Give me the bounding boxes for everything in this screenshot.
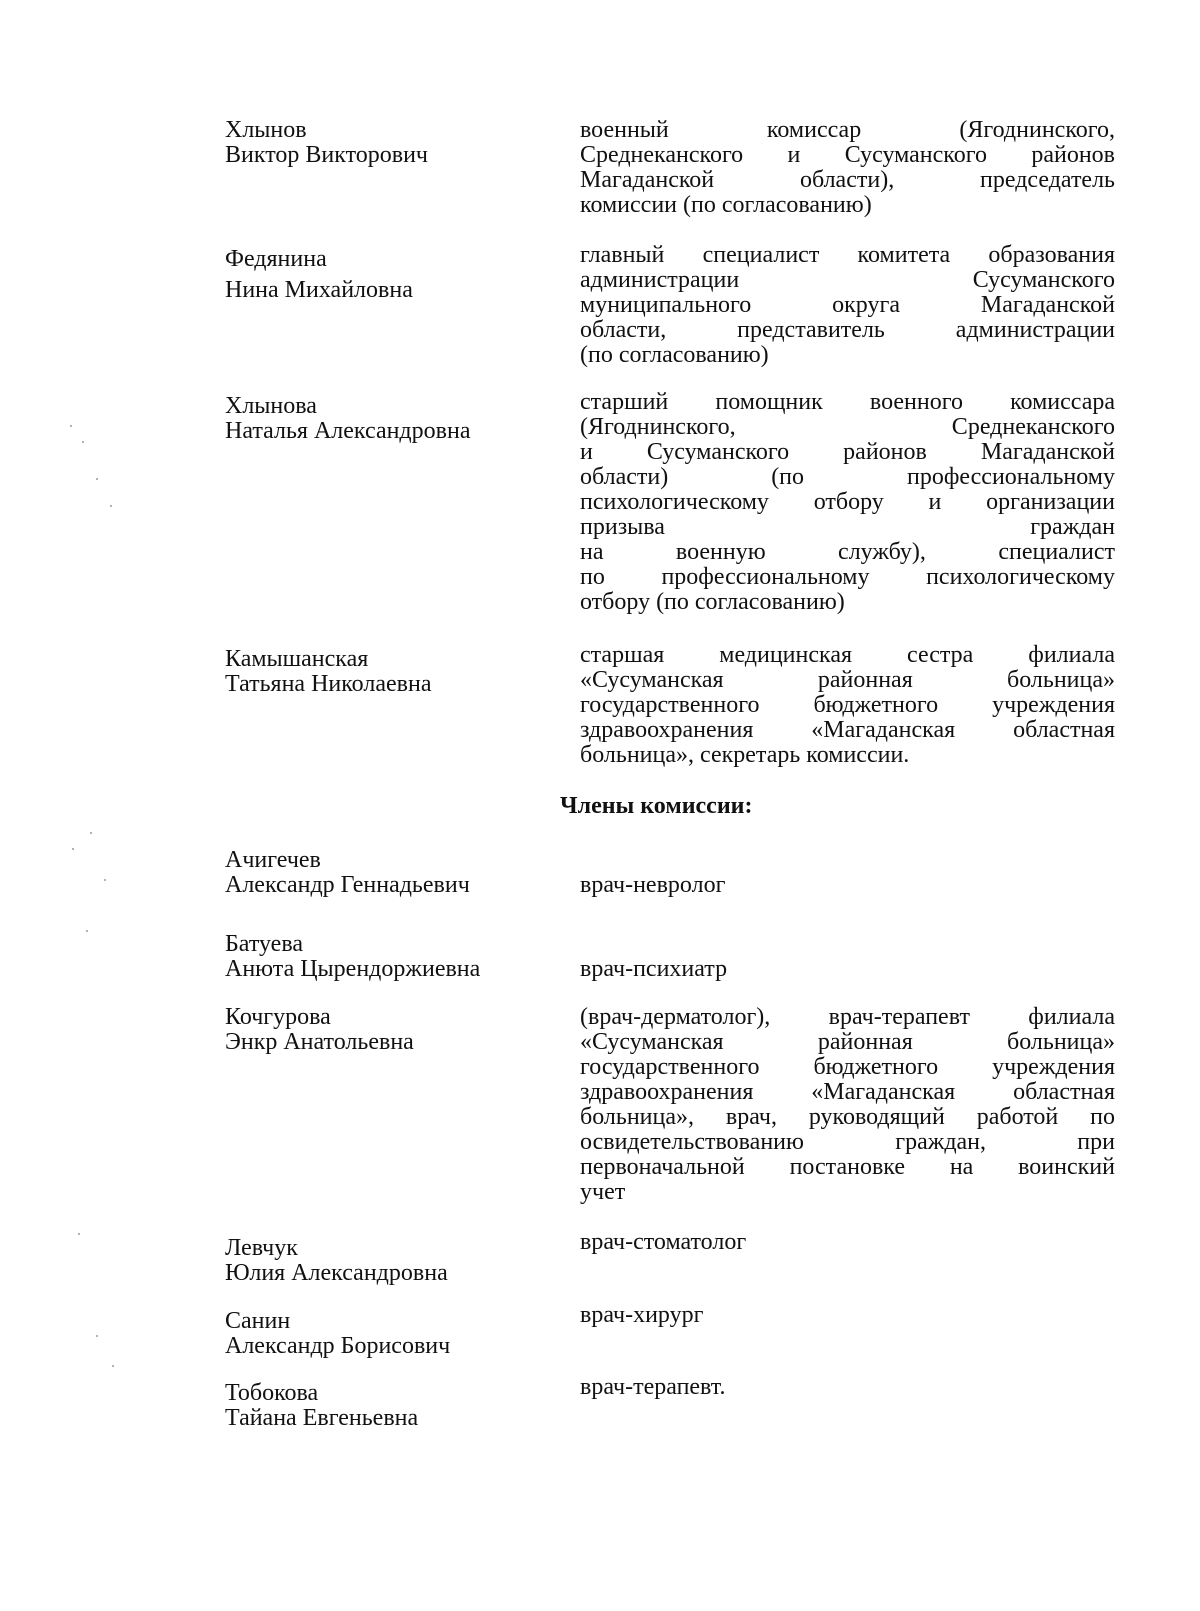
scan-speck (110, 505, 112, 507)
role-line: области, представитель администрации (580, 318, 1115, 343)
scan-speck (96, 1335, 98, 1337)
given-names: Александр Борисович (225, 1333, 451, 1359)
scan-speck (112, 1365, 114, 1367)
person-role (580, 1303, 1115, 1328)
person-name (225, 247, 545, 303)
scan-speck (78, 1233, 80, 1235)
given-names: Александр Геннадьевич (225, 872, 470, 898)
surname: Батуева (225, 931, 303, 957)
person-name (225, 118, 545, 168)
role-line: государственного бюджетного учреждения (580, 693, 1115, 718)
role-line: врач-невролог (580, 873, 726, 898)
surname: Санин (225, 1308, 291, 1334)
role-line: (Ягоднинского, Среднеканского (580, 415, 1115, 440)
role-line: «Сусуманская районная больница» (580, 1030, 1115, 1055)
role-line: главный специалист комитета образования (580, 243, 1115, 268)
role-line: старшая медицинская сестра филиала (580, 643, 1115, 668)
role-line: (по согласованию) (580, 343, 769, 368)
role-line: старший помощник военного комиссара (580, 390, 1115, 415)
scan-speck (104, 879, 106, 881)
role-line: призыва граждан (580, 515, 1115, 540)
role-line: военный комиссар (Ягоднинского, (580, 118, 1115, 143)
role-line: (врач-дерматолог), врач-терапевт филиала (580, 1005, 1115, 1030)
person-role (580, 957, 1115, 982)
given-names: Татьяна Николаевна (225, 671, 432, 697)
role-line: освидетельствованию граждан, при (580, 1130, 1115, 1155)
surname: Федянина (225, 246, 327, 272)
role-line: комиссии (по согласованию) (580, 193, 872, 218)
scan-speck (82, 441, 84, 443)
person-name (225, 647, 545, 697)
members-heading: Члены комиссии: (560, 793, 753, 819)
person-role (580, 243, 1115, 368)
person-name (225, 1236, 545, 1286)
person-name (225, 1005, 545, 1055)
scan-speck (72, 848, 74, 850)
scan-speck (70, 425, 72, 427)
role-line: «Сусуманская районная больница» (580, 668, 1115, 693)
role-line: Магаданской области), председатель (580, 168, 1115, 193)
surname: Камышанская (225, 646, 369, 672)
role-line: больница», врач, руководящий работой по (580, 1105, 1115, 1130)
person-name (225, 848, 545, 898)
role-line: муниципального округа Магаданской (580, 293, 1115, 318)
person-name (225, 1309, 545, 1359)
role-line: врач-терапевт. (580, 1375, 726, 1400)
role-line: врач-хирург (580, 1303, 704, 1328)
given-names: Тайана Евгеньевна (225, 1405, 419, 1431)
person-role (580, 1005, 1115, 1205)
scan-speck (86, 930, 88, 932)
role-line: на военную службу), специалист (580, 540, 1115, 565)
role-line: Среднеканского и Сусуманского районов (580, 143, 1115, 168)
given-names: Виктор Викторович (225, 142, 428, 168)
given-names: Наталья Александровна (225, 418, 471, 444)
role-line: по профессиональному психологическому (580, 565, 1115, 590)
person-role (580, 1230, 1115, 1255)
role-line: администрации Сусуманского (580, 268, 1115, 293)
surname: Левчук (225, 1235, 298, 1261)
role-line: первоначальной постановке на воинский (580, 1155, 1115, 1180)
person-name (225, 932, 545, 982)
role-line: отбору (по согласованию) (580, 590, 845, 615)
role-line: здравоохранения «Магаданская областная (580, 718, 1115, 743)
role-line: врач-психиатр (580, 957, 728, 982)
role-line: учет (580, 1180, 626, 1205)
surname: Ачигечев (225, 847, 321, 873)
surname: Хлынов (225, 117, 307, 143)
person-name (225, 394, 545, 444)
role-line: здравоохранения «Магаданская областная (580, 1080, 1115, 1105)
scan-speck (90, 832, 92, 834)
person-name (225, 1381, 545, 1431)
given-names: Анюта Цырендоржиевна (225, 956, 481, 982)
role-line: государственного бюджетного учреждения (580, 1055, 1115, 1080)
person-role (580, 873, 1115, 898)
person-role (580, 118, 1115, 218)
person-role (580, 390, 1115, 615)
role-line: и Сусуманского районов Магаданской (580, 440, 1115, 465)
role-line: психологическому отбору и организации (580, 490, 1115, 515)
given-names: Энкр Анатольевна (225, 1029, 414, 1055)
role-line: врач-стоматолог (580, 1230, 747, 1255)
person-role (580, 1375, 1115, 1400)
surname: Хлынова (225, 393, 317, 419)
role-line: больница», секретарь комиссии. (580, 743, 910, 768)
surname: Тобокова (225, 1380, 319, 1406)
role-line: области) (по профессиональному (580, 465, 1115, 490)
surname: Кочгурова (225, 1004, 331, 1030)
person-role (580, 643, 1115, 768)
scan-speck (96, 478, 98, 480)
given-names: Нина Михайловна (225, 277, 413, 303)
given-names: Юлия Александровна (225, 1260, 448, 1286)
